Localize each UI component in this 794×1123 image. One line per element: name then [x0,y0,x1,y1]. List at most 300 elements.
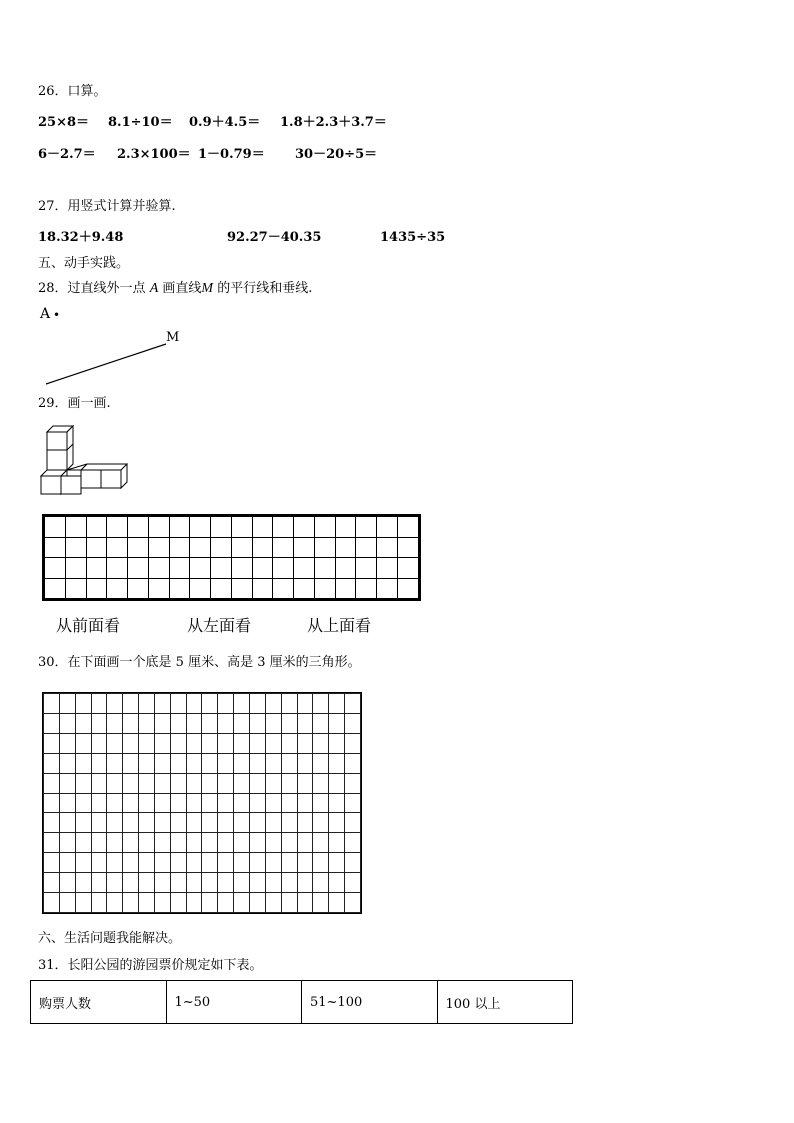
grid-cell [170,833,186,853]
grid-cell [329,873,345,893]
grid-cell [107,853,123,873]
grid-cell [234,833,250,853]
q28-point-var: A [149,281,159,296]
grid-cell [249,893,265,913]
grid-cell [123,713,139,733]
grid-cell [44,793,60,813]
grid-cell [297,753,313,773]
grid-cell [329,813,345,833]
q26-r1-c3: 0.9＋4.5＝ [189,115,261,130]
grid-cell [86,537,107,558]
view-grid [42,514,421,601]
grid-cell [154,833,170,853]
grid-cell [44,893,60,913]
grid-cell [139,733,155,753]
grid-cell [294,578,315,599]
grid-cell [186,733,202,753]
grid-row [44,873,361,893]
grid-row [44,793,361,813]
grid-cell [107,517,128,538]
q26-r2-c4: 30－20÷5＝ [295,147,378,162]
grid-row [44,833,361,853]
grid-cell [169,578,190,599]
grid-cell [356,558,377,579]
grid-cell [329,713,345,733]
grid-cell [75,793,91,813]
grid-cell [59,893,75,913]
grid-cell [329,853,345,873]
grid-cell [170,853,186,873]
grid-cell [265,713,281,733]
grid-cell [44,853,60,873]
grid-cell [249,853,265,873]
grid-cell [139,873,155,893]
grid-cell [297,694,313,714]
q27-title: 27．用竖式计算并验算. [38,199,176,214]
q26-r2-c1: 6－2.7＝ [38,147,96,162]
grid-cell [234,873,250,893]
grid-cell [139,833,155,853]
grid-cell [107,733,123,753]
grid-cell [65,578,86,599]
q28-point-dot: • [53,308,61,322]
grid-cell [234,813,250,833]
grid-cell [398,517,419,538]
view-grid-table [44,516,419,599]
grid-cell [75,773,91,793]
grid-cell [211,517,232,538]
grid-cell [297,733,313,753]
grid-cell [154,853,170,873]
grid-cell [314,558,335,579]
grid-row [44,713,361,733]
grid-cell [252,558,273,579]
grid-cell [190,578,211,599]
caption-left: 从左面看 [187,616,252,635]
grid-cell [273,537,294,558]
grid-cell [128,578,149,599]
grid-cell [398,558,419,579]
grid-cell [154,813,170,833]
grid-cell [170,893,186,913]
grid-cell [91,733,107,753]
grid-cell [123,733,139,753]
triangle-grid [42,692,362,914]
grid-cell [107,773,123,793]
table-row [31,981,573,1024]
grid-cell [231,537,252,558]
grid-cell [170,873,186,893]
grid-cell [107,578,128,599]
grid-cell [313,873,329,893]
grid-cell [139,893,155,913]
cube-figure [38,424,138,496]
grid-cell [75,753,91,773]
grid-cell [345,853,361,873]
grid-cell [75,713,91,733]
grid-cell [265,853,281,873]
grid-cell [281,713,297,733]
grid-cell [91,873,107,893]
grid-cell [107,793,123,813]
grid-cell [265,753,281,773]
grid-cell [265,733,281,753]
grid-cell [345,733,361,753]
grid-cell [170,694,186,714]
grid-cell [265,694,281,714]
grid-cell [59,833,75,853]
grid-cell [123,853,139,873]
grid-cell [59,773,75,793]
grid-row [45,558,419,579]
grid-cell [139,853,155,873]
grid-cell [211,578,232,599]
grid-cell [86,517,107,538]
grid-cell [91,813,107,833]
grid-cell [211,537,232,558]
q27-item-1: 18.32＋9.48 [38,230,124,245]
grid-row [44,813,361,833]
grid-cell [75,873,91,893]
grid-cell [123,813,139,833]
grid-cell [202,694,218,714]
grid-cell [398,537,419,558]
grid-cell [281,813,297,833]
grid-cell [65,537,86,558]
grid-cell [313,713,329,733]
grid-cell [265,813,281,833]
grid-cell [107,753,123,773]
grid-cell [59,873,75,893]
grid-cell [249,793,265,813]
grid-cell [313,893,329,913]
grid-cell [123,694,139,714]
grid-cell [44,813,60,833]
grid-cell [345,793,361,813]
grid-cell [297,773,313,793]
grid-cell [44,773,60,793]
caption-front: 从前面看 [56,616,121,635]
grid-cell [345,753,361,773]
grid-cell [154,713,170,733]
grid-cell [45,558,66,579]
grid-cell [44,873,60,893]
grid-cell [281,773,297,793]
grid-row [44,853,361,873]
grid-cell [128,558,149,579]
grid-cell [154,694,170,714]
grid-cell [202,873,218,893]
grid-cell [186,873,202,893]
grid-row [44,893,361,913]
grid-cell [44,733,60,753]
grid-cell [59,733,75,753]
grid-row [45,537,419,558]
section-5-heading: 五、动手实践。 [38,256,130,271]
grid-cell [377,517,398,538]
grid-cell [231,558,252,579]
grid-cell [249,733,265,753]
q28-line-m [40,330,180,390]
grid-cell [377,537,398,558]
grid-cell [123,793,139,813]
grid-cell [313,694,329,714]
grid-cell [313,813,329,833]
grid-cell [107,713,123,733]
q28-title-lead: 28．过直线外一点 [38,281,146,296]
grid-cell [139,793,155,813]
grid-cell [281,833,297,853]
grid-cell [265,773,281,793]
grid-cell [231,517,252,538]
grid-cell [294,558,315,579]
grid-cell [313,733,329,753]
grid-cell [345,773,361,793]
grid-row [44,773,361,793]
grid-cell [329,893,345,913]
grid-cell [186,694,202,714]
grid-cell [234,733,250,753]
grid-cell [211,558,232,579]
grid-cell [218,713,234,733]
q27-item-2: 92.27－40.35 [227,230,322,245]
grid-cell [44,713,60,733]
grid-cell [218,813,234,833]
grid-cell [329,753,345,773]
grid-cell [218,853,234,873]
grid-cell [148,537,169,558]
grid-cell [202,853,218,873]
grid-cell [249,694,265,714]
grid-cell [202,773,218,793]
grid-cell [107,537,128,558]
grid-cell [65,558,86,579]
q29-title: 29．画一画. [38,396,111,411]
grid-cell [281,853,297,873]
grid-cell [398,578,419,599]
grid-cell [139,773,155,793]
grid-cell [91,753,107,773]
q28-title-tail: 的平行线和垂线. [217,281,313,296]
triangle-grid-table [43,693,361,913]
grid-cell [313,753,329,773]
grid-cell [265,793,281,813]
grid-row [45,517,419,538]
grid-cell [281,733,297,753]
grid-cell [202,813,218,833]
grid-cell [139,713,155,733]
grid-cell [170,813,186,833]
grid-cell [252,517,273,538]
grid-cell [148,578,169,599]
grid-cell [314,578,335,599]
grid-cell [335,537,356,558]
grid-cell [59,793,75,813]
grid-cell [329,694,345,714]
q28-point-label: A [40,306,51,322]
grid-cell [281,753,297,773]
grid-cell [59,853,75,873]
grid-cell [91,853,107,873]
grid-cell [170,753,186,773]
grid-cell [273,578,294,599]
grid-cell [329,733,345,753]
grid-cell [234,713,250,733]
grid-cell [335,578,356,599]
grid-cell [123,873,139,893]
grid-cell [190,517,211,538]
table-cell: 购票人数 [31,981,167,1024]
grid-cell [265,873,281,893]
grid-cell [329,833,345,853]
grid-cell [123,893,139,913]
grid-cell [345,694,361,714]
grid-cell [313,793,329,813]
grid-cell [44,753,60,773]
grid-cell [281,793,297,813]
grid-cell [154,773,170,793]
grid-cell [329,793,345,813]
grid-cell [154,733,170,753]
grid-cell [294,537,315,558]
grid-cell [281,873,297,893]
grid-cell [107,873,123,893]
table-cell: 1~50 [166,981,302,1024]
grid-cell [314,517,335,538]
grid-cell [45,517,66,538]
grid-cell [234,753,250,773]
grid-cell [234,773,250,793]
q28-line-var: M [201,281,214,296]
q27-item-3: 1435÷35 [380,230,446,245]
grid-cell [345,833,361,853]
q31-title: 31．长阳公园的游园票价规定如下表。 [38,958,263,973]
table-cell: 100 以上 [437,981,573,1024]
grid-cell [86,558,107,579]
grid-cell [186,773,202,793]
grid-cell [154,793,170,813]
grid-cell [234,893,250,913]
grid-cell [234,853,250,873]
grid-cell [169,517,190,538]
grid-cell [186,813,202,833]
grid-cell [313,833,329,853]
grid-cell [345,873,361,893]
grid-cell [273,517,294,538]
grid-cell [345,713,361,733]
grid-cell [91,893,107,913]
grid-cell [190,558,211,579]
grid-cell [45,537,66,558]
grid-cell [107,893,123,913]
grid-cell [252,537,273,558]
grid-cell [128,517,149,538]
grid-cell [170,733,186,753]
grid-row [44,753,361,773]
q26-r1-c1: 25×8＝ [38,115,90,130]
grid-cell [234,793,250,813]
grid-cell [75,853,91,873]
table-cell: 51~100 [302,981,438,1024]
grid-cell [139,813,155,833]
grid-cell [91,773,107,793]
grid-cell [202,833,218,853]
grid-cell [123,833,139,853]
grid-cell [218,793,234,813]
grid-cell [297,813,313,833]
grid-cell [273,558,294,579]
grid-cell [186,713,202,733]
grid-cell [313,853,329,873]
q28-title [38,281,312,297]
grid-cell [139,694,155,714]
grid-cell [356,517,377,538]
grid-cell [297,873,313,893]
grid-cell [377,578,398,599]
grid-cell [294,517,315,538]
caption-top: 从上面看 [307,616,372,635]
grid-cell [314,537,335,558]
grid-cell [218,873,234,893]
grid-cell [59,713,75,733]
grid-cell [59,694,75,714]
grid-cell [186,793,202,813]
q26-title: 26．口算。 [38,84,107,99]
grid-cell [297,833,313,853]
grid-row [44,694,361,714]
grid-cell [65,517,86,538]
grid-cell [190,537,211,558]
grid-cell [202,793,218,813]
grid-cell [313,773,329,793]
grid-cell [128,537,149,558]
grid-cell [297,713,313,733]
grid-cell [59,813,75,833]
grid-cell [186,753,202,773]
grid-cell [186,833,202,853]
grid-cell [139,753,155,773]
grid-cell [356,578,377,599]
grid-cell [169,537,190,558]
grid-cell [91,793,107,813]
grid-cell [202,713,218,733]
grid-cell [75,694,91,714]
grid-cell [249,753,265,773]
q26-r1-c4: 1.8＋2.3＋3.7＝ [280,115,387,130]
q26-r1-c2: 8.1÷10＝ [108,115,173,130]
grid-cell [297,893,313,913]
q28-title-mid: 画直线 [162,281,202,296]
grid-cell [249,813,265,833]
q26-r2-c2: 2.3×100＝ [117,147,191,162]
grid-cell [154,893,170,913]
grid-cell [249,713,265,733]
grid-cell [356,537,377,558]
grid-cell [281,694,297,714]
grid-cell [123,773,139,793]
grid-cell [202,893,218,913]
grid-cell [86,578,107,599]
grid-cell [107,558,128,579]
grid-cell [345,893,361,913]
grid-cell [218,753,234,773]
grid-cell [335,517,356,538]
grid-cell [170,773,186,793]
grid-cell [297,793,313,813]
grid-cell [45,578,66,599]
grid-cell [91,713,107,733]
grid-cell [377,558,398,579]
